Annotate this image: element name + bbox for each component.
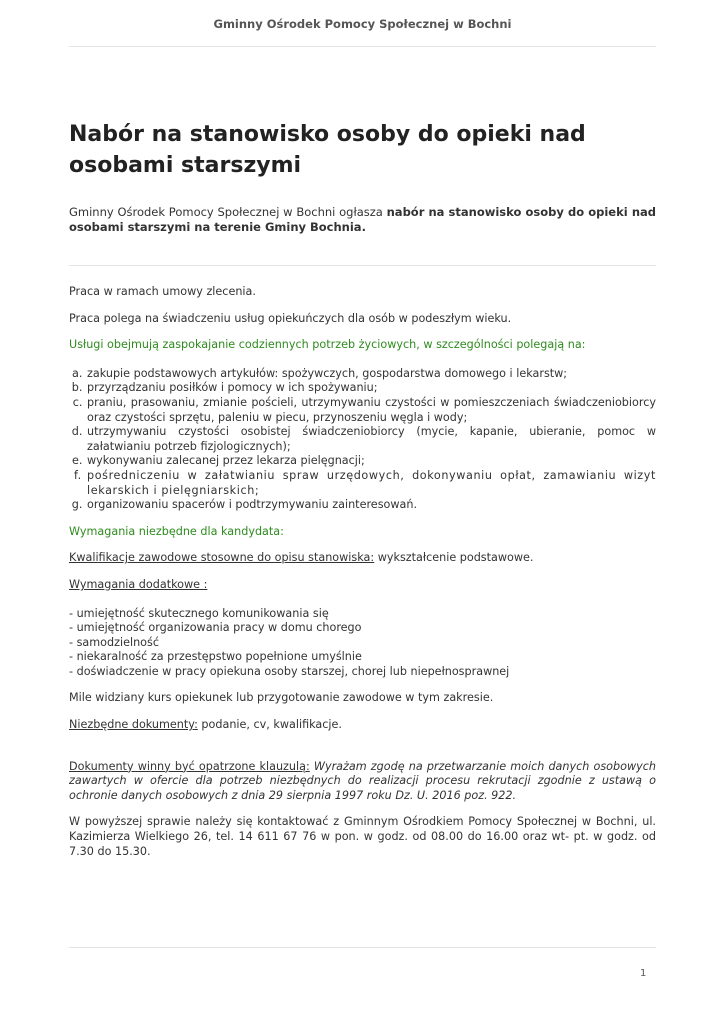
list-item: - doświadczenie w pracy opiekuna osoby starszej, chorej lub niepełnosprawnej <box>69 664 510 678</box>
documents-line <box>69 718 656 733</box>
list-item: - umiejętność organizowania pracy w domu chorego <box>69 621 362 635</box>
qualifications-line <box>69 551 656 566</box>
intro-divider <box>69 265 656 266</box>
paragraph-kurs: Mile widziany kurs opiekunek lub przygotowanie zawodowe w tym zakresie. <box>69 691 494 705</box>
list-item: f. pośredniczeniu w załatwianiu spraw urzędowych, dokonywaniu opłat, zamawianiu wizyt lekarskich i pielęgniarskich; <box>86 469 656 498</box>
list-item: c. praniu, prasowaniu, zmianie pościeli, utrzymywaniu czystości w pomieszczeniach świadczeniobiorcy oraz czystości sprzętu, paleniu w piecu, przynoszeniu węgla i wody; <box>86 396 656 425</box>
paragraph-umowa: Praca w ramach umowy zlecenia. <box>69 285 256 298</box>
clause-paragraph <box>69 760 656 804</box>
list-item: - umiejętność skutecznego komunikowania się <box>69 606 329 620</box>
clause-label: Dokumenty winny być opatrzone klauzulą: <box>69 759 310 773</box>
footer-divider <box>69 947 656 948</box>
list-item: g. organizowaniu spacerów i podtrzymywaniu zainteresowań. <box>86 498 656 513</box>
extra-requirements-label: Wymagania dodatkowe : <box>69 577 208 591</box>
extra-requirements-list <box>69 607 656 680</box>
intro-text: Gminny Ośrodek Pomocy Społecznej w Bochni ogłasza <box>69 205 387 219</box>
list-item: e. wykonywaniu zalecanej przez lekarza pielęgnacji; <box>86 454 656 469</box>
list-item: d. utrzymywaniu czystości osobistej świadczeniobiorcy (mycie, kapanie, ubieranie, pomoc w załatwianiu potrzeb fizjologicznych); <box>86 425 656 454</box>
clause-text: Wyrażam zgodę na przetwarzanie moich danych osobowych zawartych w ofercie dla potrzeb niezbędnych do realizacji procesu rekrutacji zgodnie z ustawą o ochronie danych osobowych z dnia 29 sierpnia 1997 roku Dz. U. 2016 poz. 922. <box>69 759 656 802</box>
list-item: - samodzielność <box>69 635 160 649</box>
page-title: Nabór na stanowisko osoby do opieki nad osobami starszymi <box>69 122 586 178</box>
services-heading: Usługi obejmują zaspokajanie codziennych potrzeb życiowych, w szczególności polegają na: <box>69 338 586 352</box>
list-item: b. przyrządzaniu posiłków i pomocy w ich spożywaniu; <box>86 381 656 396</box>
page-header-title: Gminny Ośrodek Pomocy Społecznej w Bochni <box>213 17 512 31</box>
list-item: a. zakupie podstawowych artykułów: spożywczych, gospodarstwa domowego i lekarstw; <box>86 367 656 382</box>
intro-bold-text: nabór na stanowisko osoby do opieki nad osobami starszymi na terenie Gminy Bochnia. <box>69 205 656 234</box>
paragraph-polega: Praca polega na świadczeniu usług opiekuńczych dla osób w podeszłym wieku. <box>69 311 512 325</box>
qualifications-label: Kwalifikacje zawodowe stosowne do opisu stanowiska: <box>69 551 375 565</box>
list-item: - niekaralność za przestępstwo popełnione umyślnie <box>69 650 362 664</box>
page-number: 1 <box>640 968 647 979</box>
article-body <box>69 285 656 859</box>
tasks-list <box>69 367 656 513</box>
contact-paragraph: W powyższej sprawie należy się kontaktować z Gminnym Ośrodkiem Pomocy Społecznej w Bochni, ul. Kazimierza Wielkiego 26, tel. 14 611 67 76 w pon. w godz. od 08.00 do 16.00 oraz wt- pt. w godz. od 7.30 do 15.30. <box>69 815 656 858</box>
documents-label: Niezbędne dokumenty: <box>69 718 198 732</box>
documents-value: podanie, cv, kwalifikacje. <box>197 718 342 732</box>
intro-paragraph <box>69 205 656 235</box>
requirements-heading: Wymagania niezbędne dla kandydata: <box>69 524 284 538</box>
header-divider <box>69 46 656 47</box>
qualifications-value: wykształcenie podstawowe. <box>374 551 534 565</box>
